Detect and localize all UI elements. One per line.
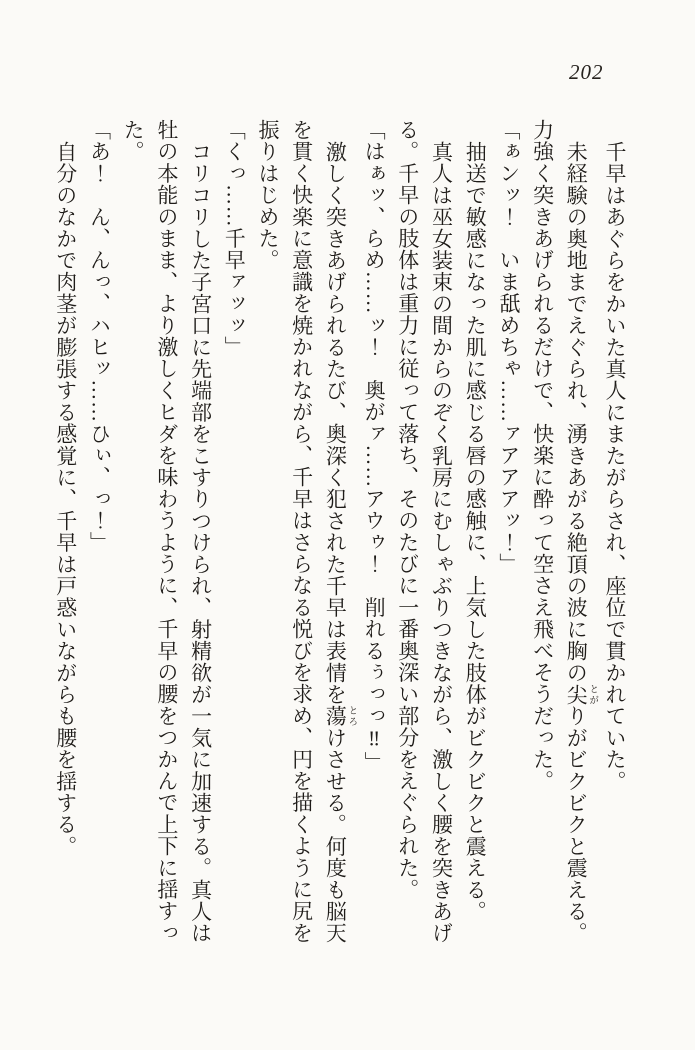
- text-line: 抽送で敏感になった肌に感じる唇の感触に、上気した肢体がビクビクと震える。: [463, 141, 488, 923]
- text-line: を貫く快楽に意識を焼かれながら、千早はさらなる悦びを求め、円を描くように尻を: [289, 119, 314, 944]
- text-line: 振りはじめた。: [255, 119, 280, 271]
- text-line: 「くっ……千早ァッッ」: [222, 119, 247, 358]
- text-line: る。千早の肢体は重力に従って落ち、そのたびに一番奥深い部分をえぐられた。: [395, 119, 420, 901]
- text-line: 自分のなかで肉茎が膨張する感覚に、千早は戸惑いながらも腰を揺する。: [53, 141, 78, 858]
- text-block: [48, 119, 631, 947]
- text-line: 「あ！ ん、んっ、ハヒッ……ひぃ、っ！」: [87, 119, 112, 553]
- text-line: 千早はあぐらをかいた真人にまたがらされ、座位で貫かれていた。: [603, 141, 627, 792]
- text-line: 激しく突きあげられるたび、奥深く犯された千早は表情を蕩 とろけさせる。何度も脳天: [323, 141, 357, 944]
- furigana-ruby: 蕩 とろ: [323, 705, 357, 727]
- text-line: 牡の本能のまま、より激しくヒダを味わうように、千早の腰をつかんで上下に揺すっ: [154, 119, 179, 944]
- text-line: た。: [121, 119, 146, 163]
- furigana-ruby: 尖 とが: [564, 683, 598, 706]
- text-line: 真人は巫女装束の間からのぞく乳房にむしゃぶりつきながら、激しく腰を突きあげ: [429, 141, 454, 944]
- text-line: コリコリした子宮口に先端部をこすりつけられ、射精欲が一気に加速する。真人は: [188, 141, 213, 944]
- text-line: 未経験の奥地までえぐられ、湧きあがる絶頂の波に胸の尖 とがりがビクビクと震える。: [564, 141, 598, 944]
- text-line: 力強く突きあげられるだけで、快楽に酔って空さえ飛べそうだった。: [530, 119, 555, 792]
- text-line: 「はぁッ、らめ……ッ！ 奥がァ……アウゥ！ 削れるぅっっ‼」: [362, 119, 387, 773]
- text-line: 「ぁンッ！ いま舐めちゃ……ァアアアッ！」: [496, 119, 521, 575]
- page-number: 202: [569, 60, 604, 84]
